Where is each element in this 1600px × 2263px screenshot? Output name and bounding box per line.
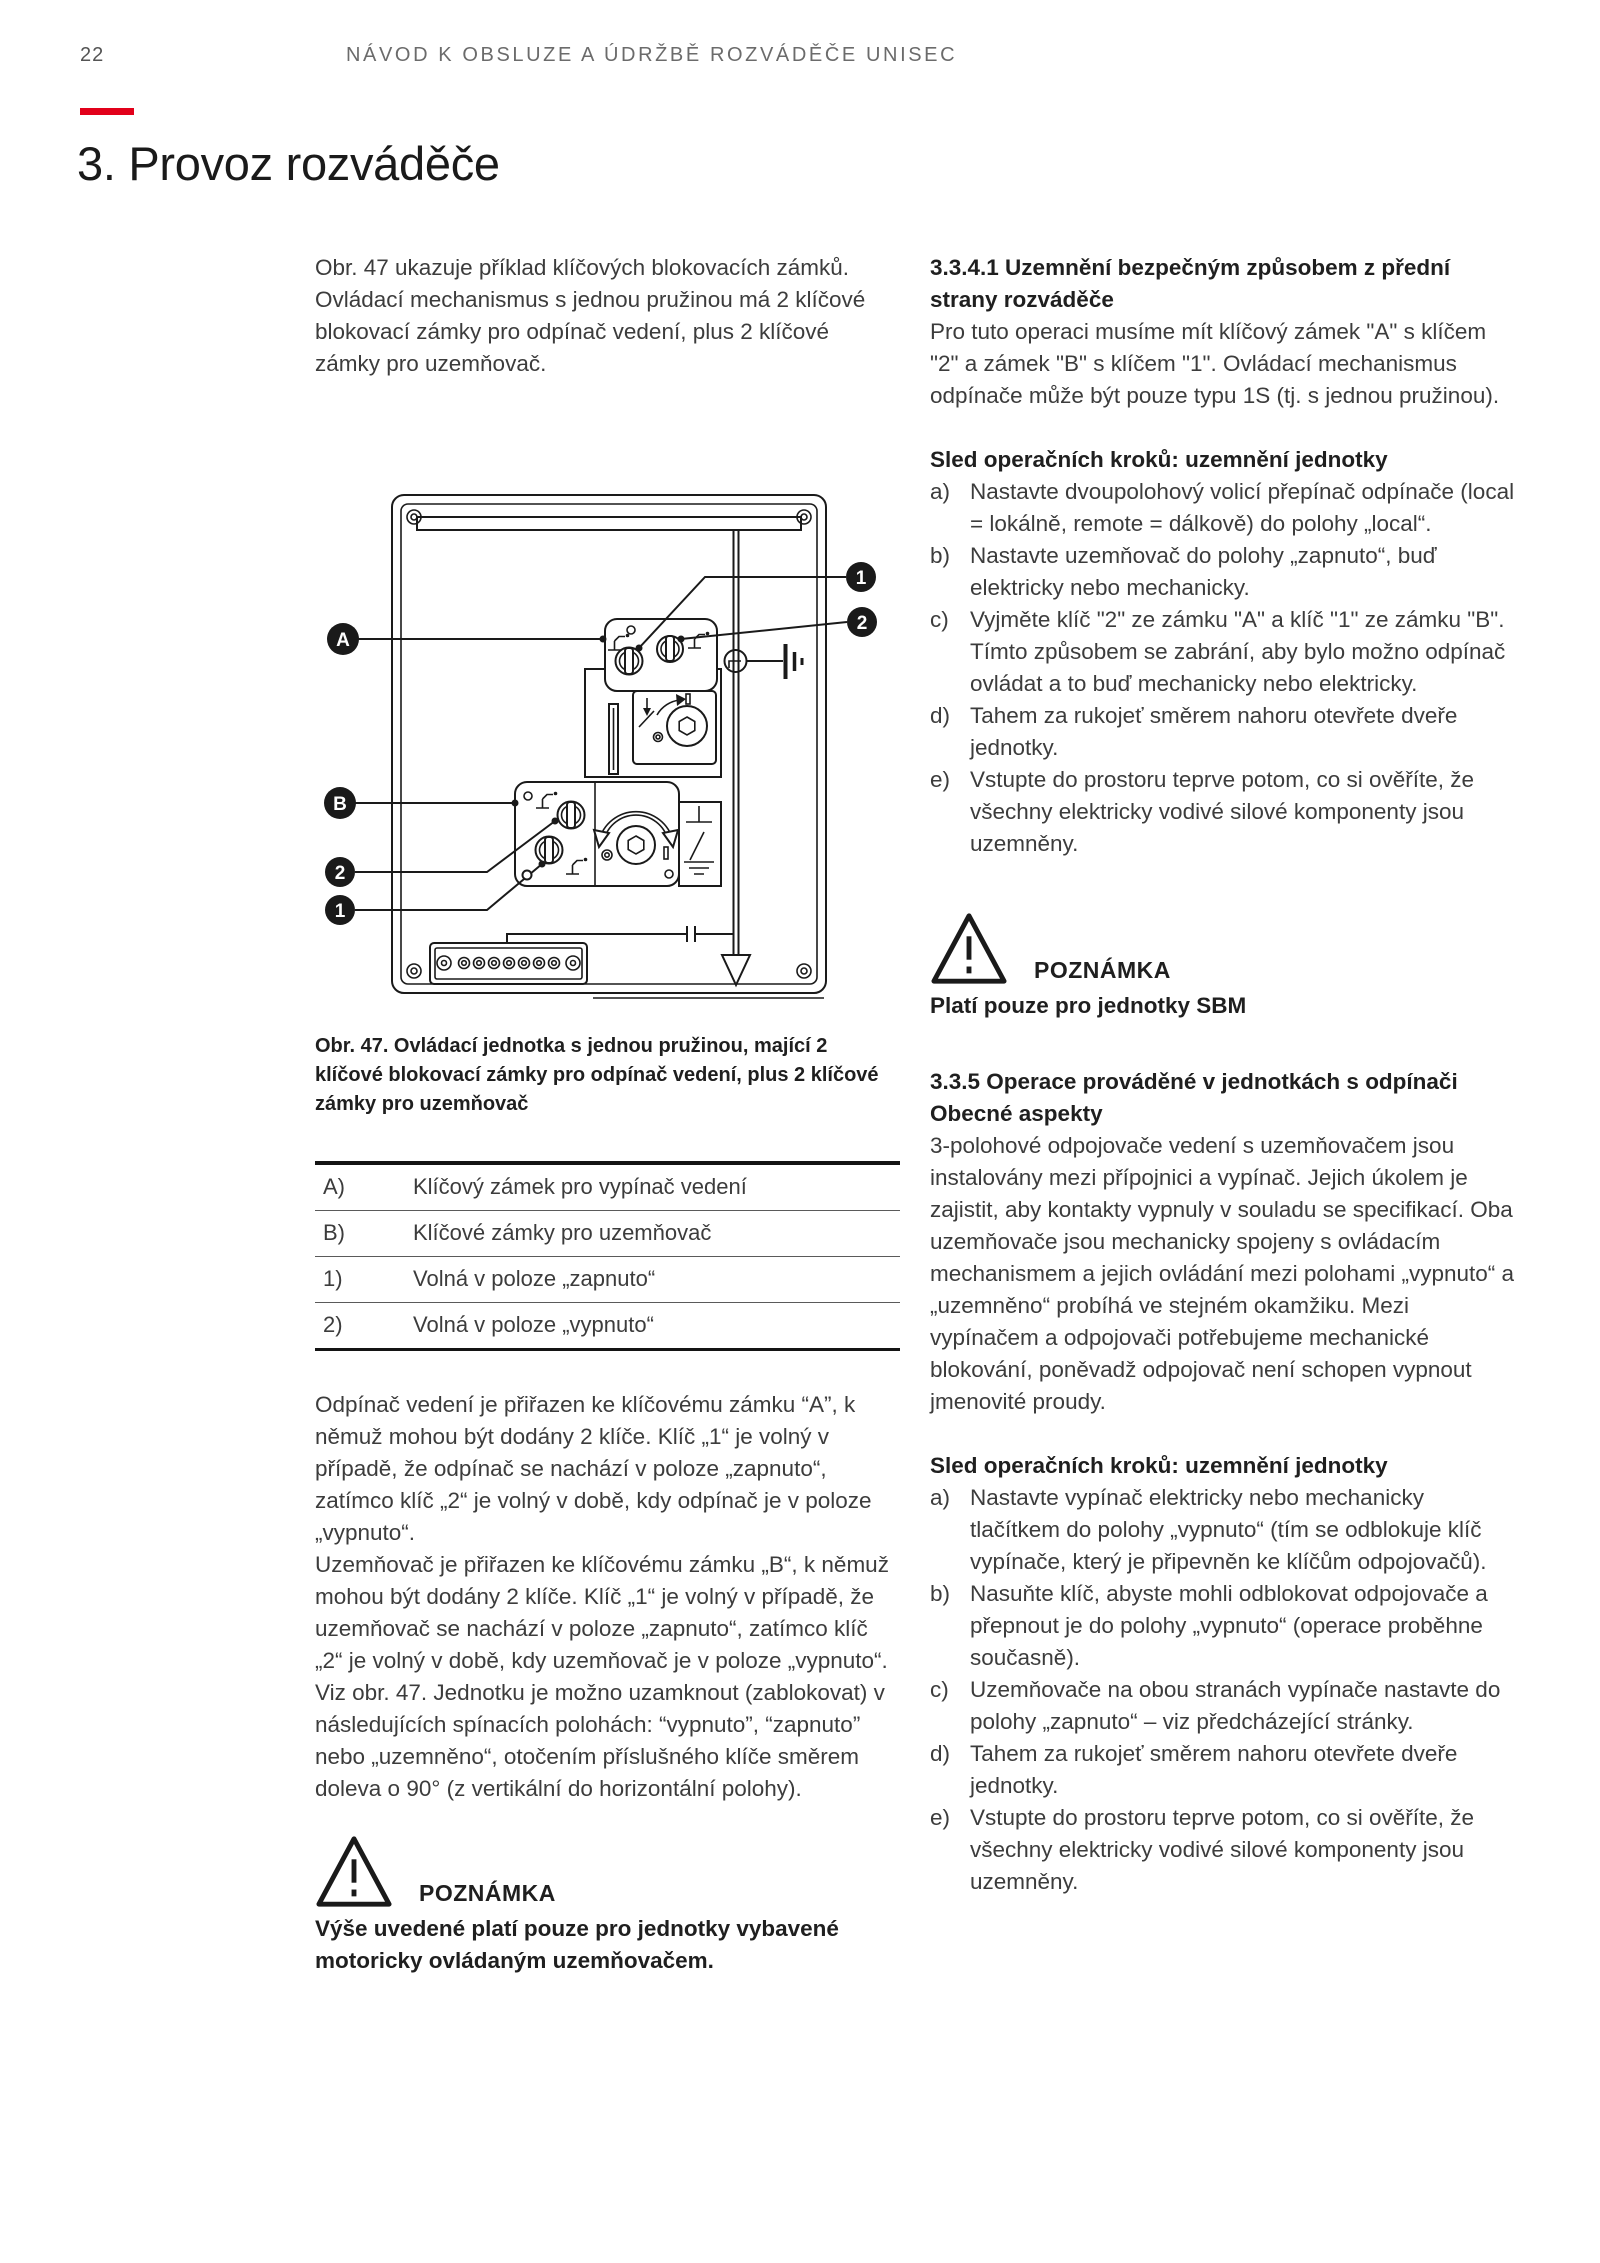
legend-key: B) <box>323 1220 345 1245</box>
note-label: POZNÁMKA <box>1034 957 1171 983</box>
steps2-heading: Sled operačních kroků: uzemnění jednotky <box>930 1453 1388 1478</box>
note-text: Výše uvedené platí pouze pro jednotky vybavené motoricky ovládaným uzemňovačem. <box>315 1916 839 1973</box>
step-text: Nasuňte klíč, abyste mohli odblokovat odpojovače a přepnout je do polohy „vypnuto“ (operace proběhne současně). <box>970 1581 1488 1670</box>
left-column <box>315 252 900 1977</box>
callout-badge-2-top <box>847 607 877 637</box>
svg-text:2: 2 <box>334 863 346 884</box>
figure-caption: Obr. 47. Ovládací jednotka s jednou pružinou, mající 2 klíčové blokovací zámky pro odpínač vedení, plus 2 klíčové zámky pro uzemňovač <box>315 1035 879 1115</box>
svg-text:A: A <box>336 630 350 651</box>
section-335-paragraph: 3-polohové odpojovače vedení s uzemňovačem jsou instalovány mezi přípojnici a vypínač. Jejich úkolem je zajistit, aby kontakty vypnuly v souladu se specifikací. Oba uzemňovače jsou mechanicky spojeny s ovládacím mechanismem a jejich ovládání mezi polohami „vypnuto“ a „uzemněno“ probíhá ve stejném okamžiku. Mezi vypínačem a odpojovači potřebujeme mechanické blokování, poněvadž odpojovač není schopen vypnout jmenovité proudy. <box>930 1133 1515 1414</box>
step-label: a) <box>930 479 951 504</box>
callout-badge-1-bottom <box>325 895 355 925</box>
step-label: e) <box>930 767 951 792</box>
disconnector-symbol-icon <box>684 806 714 874</box>
step-item <box>930 1578 1515 1674</box>
legend-value: Volná v poloze „zapnuto“ <box>413 1266 656 1291</box>
step-label: d) <box>930 1741 951 1766</box>
legend-row <box>315 1257 900 1303</box>
document-header: NÁVOD K OBSLUZE A ÚDRŽBĚ ROZVÁDĚČE UNISEC <box>346 44 958 66</box>
step-text: Vstupte do prostoru teprve potom, co si ověříte, že všechny elektricky vodivé silové komponenty jsou uzemněny. <box>970 767 1475 856</box>
steps2-list <box>930 1482 1515 1898</box>
note-text: Platí pouze pro jednotky SBM <box>930 993 1247 1018</box>
step-text: Nastavte vypínač elektricky nebo mechanicky tlačítkem do polohy „vypnuto“ (tím se odblokuje klíč vypínače, který je připevněn ke klíčům odpojovačů). <box>970 1485 1487 1574</box>
step-text: Vstupte do prostoru teprve potom, co si ověříte, že všechny elektricky vodivé silové komponenty jsou uzemněny. <box>970 1805 1475 1894</box>
figure-obr-47 <box>315 480 900 1002</box>
step-text: Uzemňovače na obou stranách vypínače nastavte do polohy „zapnuto“ – viz předcházející stránky. <box>970 1677 1501 1734</box>
legend-row <box>315 1211 900 1257</box>
step-label: d) <box>930 703 951 728</box>
legend-value: Klíčové zámky pro uzemňovač <box>413 1220 712 1245</box>
svg-text:1: 1 <box>855 568 867 589</box>
warning-icon <box>930 906 1008 990</box>
right-column <box>930 252 1515 1898</box>
step-text: Nastavte dvoupolohový volicí přepínač odpínače (local = lokálně, remote = dálkově) do polohy „local“. <box>970 479 1515 536</box>
step-item <box>930 476 1515 540</box>
step-item <box>930 700 1515 764</box>
body-text <box>315 1389 900 1805</box>
callout-badge-2-bottom <box>325 857 355 887</box>
steps1-list <box>930 476 1515 860</box>
unit-diagram <box>323 480 883 1002</box>
step-text: Tahem za rukojeť směrem nahoru otevřete dveře jednotky. <box>970 1741 1458 1798</box>
step-text: Vyjměte klíč "2" ze zámku "A" a klíč "1" ze zámku "B". Tímto způsobem se zabrání, aby bylo možno odpínač ovládat a to buď mechanicky nebo elektricky. <box>970 607 1506 696</box>
callout-badge-1-top <box>846 562 876 592</box>
body-paragraph: Viz obr. 47. Jednotku je možno uzamknout (zablokovat) v následujících spínacích polohách: “vypnuto”, “zapnuto” nebo „uzemněno“, otočením příslušného klíče směrem doleva o 90° (z vertikální do horizontální polohy). <box>315 1680 885 1801</box>
step-label: c) <box>930 607 949 632</box>
step-text: Nastavte uzemňovač do polohy „zapnuto“, buď elektricky nebo mechanicky. <box>970 543 1437 600</box>
callout-badge-a <box>327 623 359 655</box>
note-block <box>930 906 1515 990</box>
steps1-heading: Sled operačních kroků: uzemnění jednotky <box>930 447 1388 472</box>
step-text: Tahem za rukojeť směrem nahoru otevřete dveře jednotky. <box>970 703 1458 760</box>
section-335-title: 3.3.5 Operace prováděné v jednotkách s odpínači <box>930 1069 1458 1094</box>
step-item <box>930 1802 1515 1898</box>
step-item <box>930 540 1515 604</box>
step-item <box>930 1482 1515 1578</box>
svg-text:B: B <box>333 794 347 815</box>
callout-badge-b <box>324 787 356 819</box>
step-item <box>930 764 1515 860</box>
legend-value: Klíčový zámek pro vypínač vedení <box>413 1174 747 1199</box>
step-label: e) <box>930 1805 951 1830</box>
step-item <box>930 1738 1515 1802</box>
earth-symbol-icon <box>725 644 803 679</box>
note-label: POZNÁMKA <box>419 1880 556 1906</box>
legend-key: A) <box>323 1174 345 1199</box>
legend-row <box>315 1165 900 1211</box>
accent-dash <box>80 108 134 115</box>
svg-text:1: 1 <box>334 901 346 922</box>
section-341-heading: 3.3.4.1 Uzemnění bezpečným způsobem z přední strany rozváděče <box>930 255 1451 312</box>
legend-key: 1) <box>323 1266 343 1291</box>
terminal-strip <box>430 943 587 984</box>
section-341-paragraph: Pro tuto operaci musíme mít klíčový zámek "A" s klíčem "2" a zámek "B" s klíčem "1". Ovládací mechanismus odpínače může být pouze typu 1S (tj. s jednou pružinou). <box>930 319 1500 408</box>
page-number: 22 <box>80 44 105 66</box>
legend-row <box>315 1303 900 1348</box>
step-label: b) <box>930 1581 951 1606</box>
step-label: b) <box>930 543 951 568</box>
legend-table <box>315 1161 900 1351</box>
arrow-down-icon <box>722 955 750 985</box>
section-335-subtitle: Obecné aspekty <box>930 1101 1103 1126</box>
intro-paragraph: Obr. 47 ukazuje příklad klíčových blokovacích zámků. Ovládací mechanismus s jednou pružinou má 2 klíčové blokovací zámky pro odpínač vedení, plus 2 klíčové zámky pro uzemňovač. <box>315 255 866 376</box>
page-title: 3. Provoz rozváděče <box>77 137 500 190</box>
step-label: a) <box>930 1485 951 1510</box>
body-paragraph: Odpínač vedení je přiřazen ke klíčovému zámku “A”, k němuž mohou být dodány 2 klíče. Klíč „1“ je volný v případě, že odpínač se nachází v poloze „zapnuto“, zatímco klíč „2“ je volný v době, kdy odpínač je v poloze „vypnuto“. <box>315 1392 872 1545</box>
svg-text:2: 2 <box>856 613 868 634</box>
step-item <box>930 1674 1515 1738</box>
step-item <box>930 604 1515 700</box>
legend-value: Volná v poloze „vypnuto“ <box>413 1312 654 1337</box>
warning-icon <box>315 1829 393 1913</box>
section-335-heading <box>930 1066 1515 1130</box>
body-paragraph: Uzemňovač je přiřazen ke klíčovému zámku „B“, k němuž mohou být dodány 2 klíče. Klíč „1“ je volný v případě, že uzemňovač se nachází v poloze „zapnuto“, zatímco klíč „2“ je volný v době, kdy uzemňovač je v poloze „vypnuto“. <box>315 1552 889 1673</box>
step-label: c) <box>930 1677 949 1702</box>
note-block <box>315 1829 900 1913</box>
legend-key: 2) <box>323 1312 343 1337</box>
